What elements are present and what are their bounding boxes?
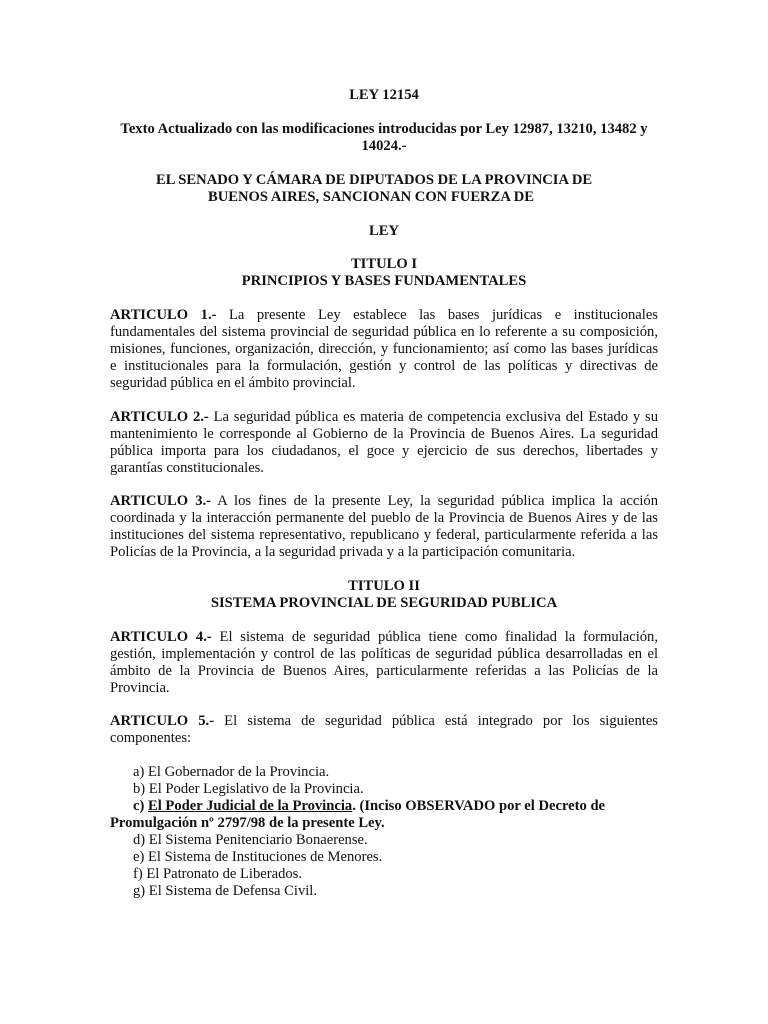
- article-4: [110, 629, 658, 697]
- title-number: TITULO II: [348, 578, 420, 595]
- title-name: PRINCIPIOS Y BASES FUNDAMENTALES: [241, 273, 527, 290]
- observed-item-text: El Poder Judicial de la Provincia: [148, 798, 353, 815]
- enacting-clause: [110, 172, 658, 206]
- list-item-d: d) El Sistema Penitenciario Bonaerense.: [133, 831, 368, 848]
- document-page: [110, 87, 658, 900]
- list-item-e: e) El Sistema de Instituciones de Menores.: [133, 848, 383, 865]
- article-label: ARTICULO 1.-: [110, 307, 217, 324]
- document-subtitle: Texto Actualizado con las modificaciones introducidas por Ley 12987, 13210, 13482 y 14024.-: [120, 120, 648, 154]
- article-text: La seguridad pública es materia de competencia exclusiva del Estado y su mantenimiento le corresponde al Gobierno de la Provincia de Buenos Aires. La seguridad pública importa para los ciudadanos, el goce y ejercicio de sus derechos, libertades y garantías constitucionales.: [110, 408, 658, 476]
- title-heading-2: [110, 578, 658, 612]
- article-3: [110, 493, 658, 561]
- article-5: [110, 713, 658, 747]
- article-label: ARTICULO 2.-: [110, 408, 209, 425]
- item-prefix: c): [133, 798, 148, 815]
- law-title: LEY 12154: [349, 87, 419, 103]
- ley-heading: LEY: [368, 222, 399, 239]
- article-text: El sistema de seguridad pública está integrado por los siguientes componentes:: [110, 713, 658, 747]
- article-1: [110, 307, 658, 392]
- article-2: [110, 409, 658, 477]
- list-item-a: a) El Gobernador de la Provincia.: [133, 764, 330, 781]
- article-label: ARTICULO 4.-: [110, 628, 212, 645]
- title-name: SISTEMA PROVINCIAL DE SEGURIDAD PUBLICA: [210, 594, 558, 611]
- title-heading-1: [110, 256, 658, 290]
- observation-note: . (Inciso OBSERVADO por el Decreto de: [352, 798, 606, 815]
- list-item-b: b) El Poder Legislativo de la Provincia.: [133, 781, 364, 798]
- article-text: El sistema de seguridad pública tiene como finalidad la formulación, gestión, implementación y control de las políticas de seguridad pública desarrolladas en el ámbito de la Provincia de Buenos Aires, particularmente referidas a las Policías de la Provincia.: [110, 628, 658, 696]
- article-label: ARTICULO 5.-: [110, 713, 215, 730]
- enacting-clause-line-2: BUENOS AIRES, SANCIONAN CON FUERZA DE: [208, 188, 534, 205]
- observation-note-cont: Promulgación nº 2797/98 de la presente Ley.: [110, 815, 385, 831]
- enacting-clause-line-1: EL SENADO Y CÁMARA DE DIPUTADOS DE LA PROVINCIA DE: [156, 171, 593, 188]
- list-item-c: [110, 798, 658, 832]
- component-list: [110, 764, 658, 899]
- article-text: La presente Ley establece las bases jurídicas e institucionales fundamentales del sistema provincial de seguridad pública en lo referente a su composición, misiones, funciones, organización, dirección, y funcionamiento; así como las bases jurídicas e institucionales para la formulación, gestión y control de las políticas y directivas de seguridad pública en el ámbito provincial.: [110, 307, 658, 391]
- list-item-g: g) El Sistema de Defensa Civil.: [133, 882, 318, 899]
- article-text: A los fines de la presente Ley, la seguridad pública implica la acción coordinada y la interacción permanente del pueblo de la Provincia de Buenos Aires y de las instituciones del sistema representativo, republicano y federal, particularmente referida a las Policías de la Provincia, a la seguridad privada y a la participación comunitaria.: [110, 493, 658, 561]
- title-number: TITULO I: [350, 256, 418, 273]
- list-item-f: f) El Patronato de Liberados.: [133, 865, 302, 882]
- article-label: ARTICULO 3.-: [110, 493, 212, 510]
